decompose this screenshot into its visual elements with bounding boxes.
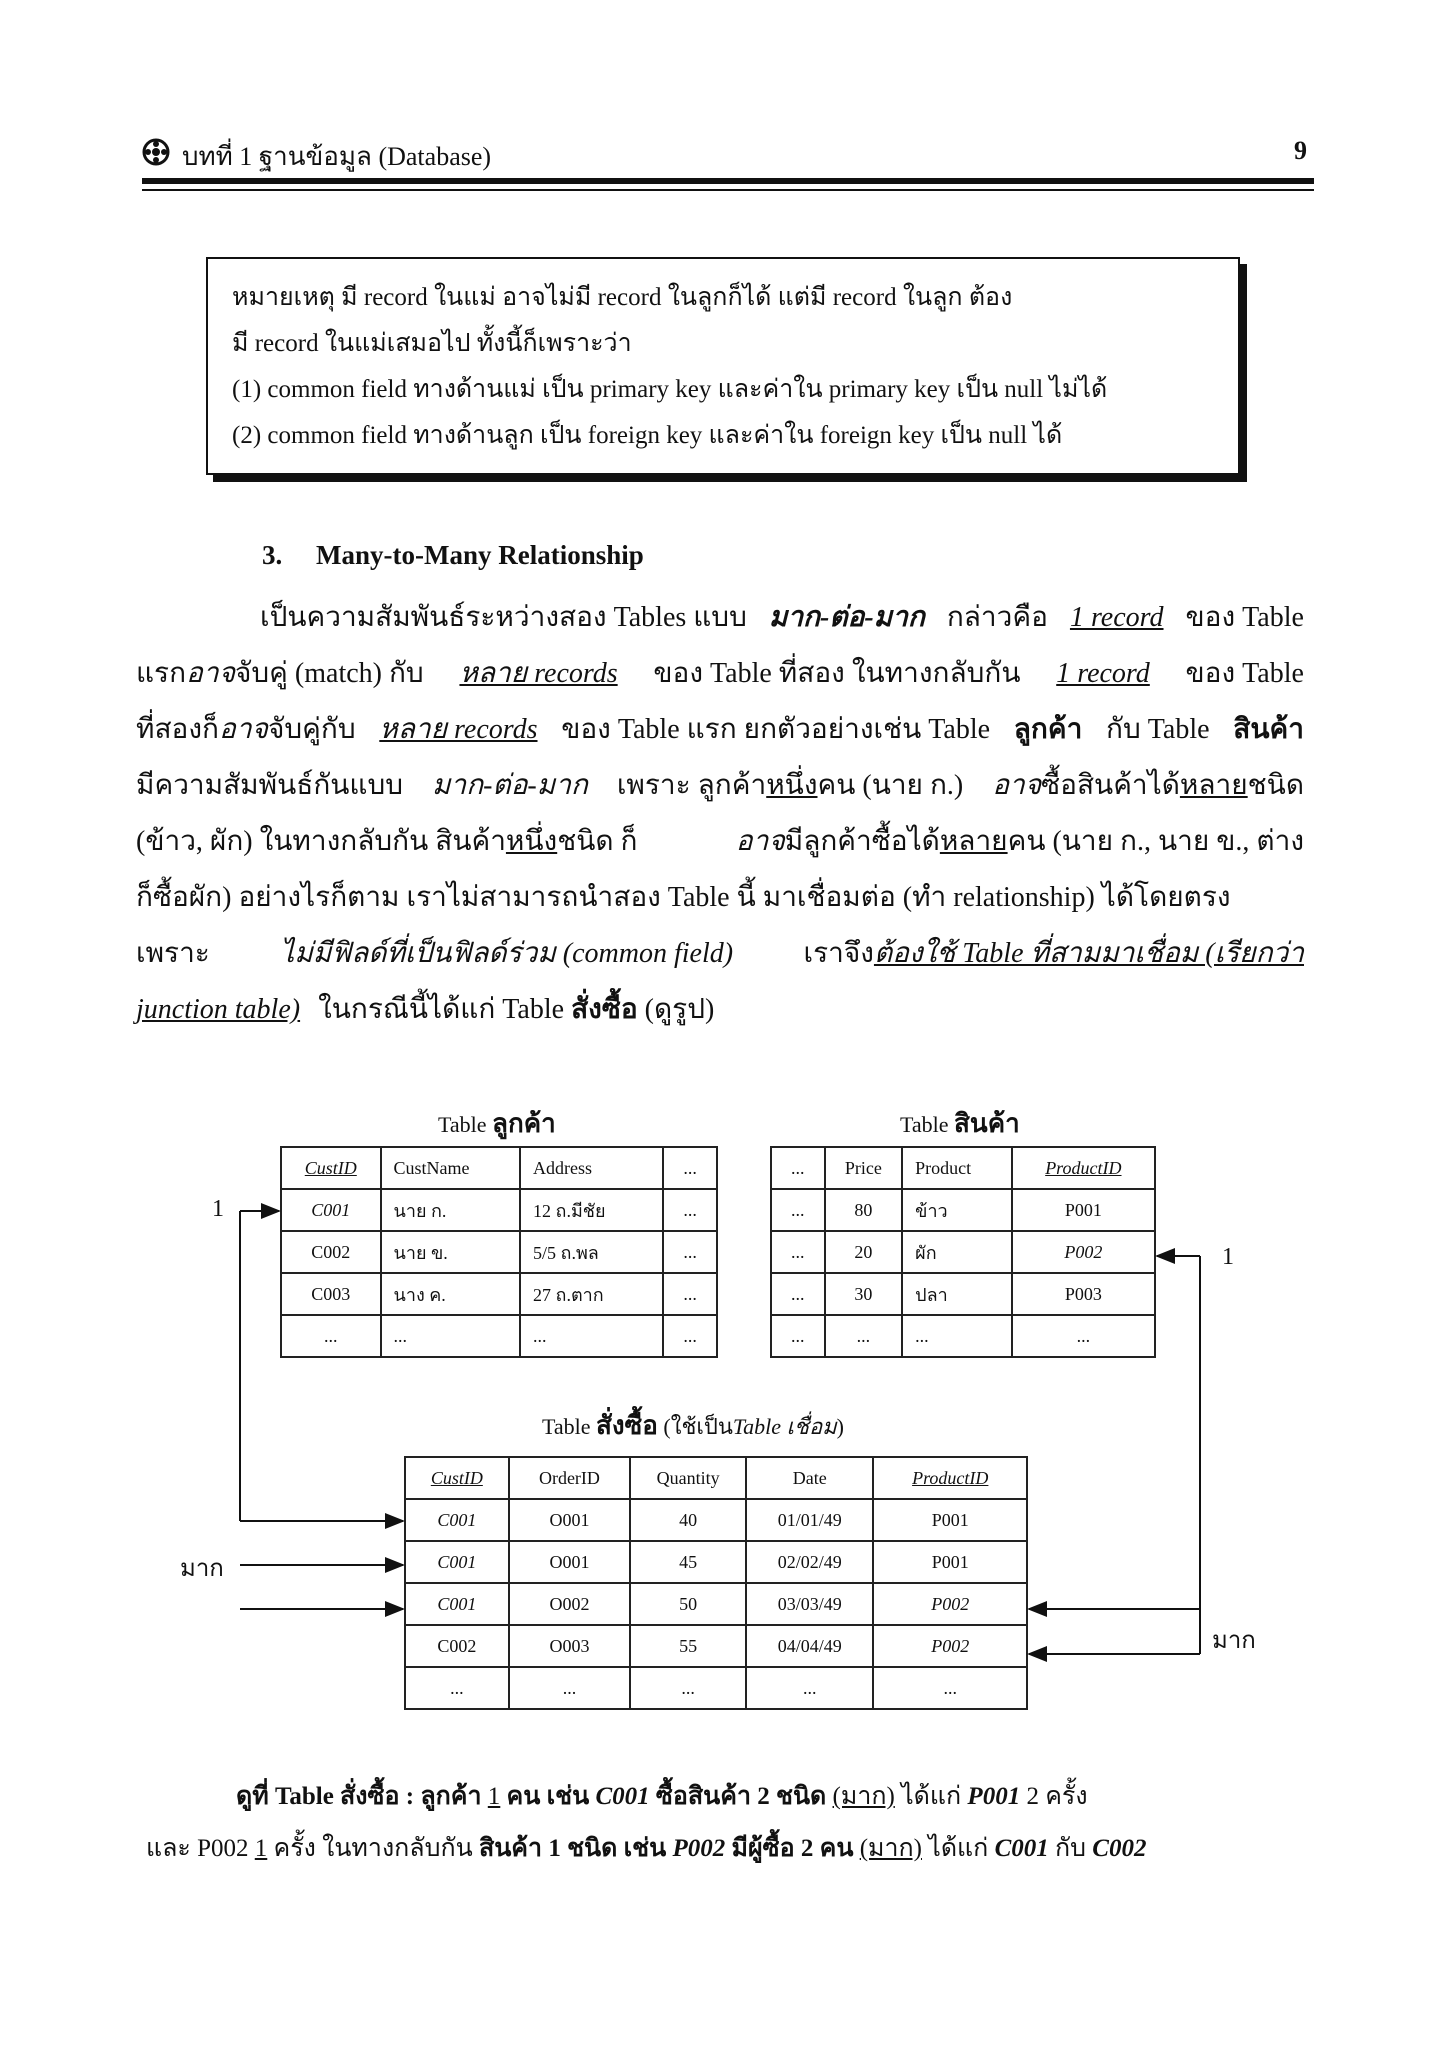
right-many-label: มาก [1212,1628,1256,1654]
paragraph-line: ก็ซื้อผัก) อย่างไรก็ตาม เราไม่สามารถนำสอง Table นี้ มาเชื่อมต่อ (ทำ relationship) ได้โดยตรง [136,882,1231,913]
table-row: C002 O003 55 04/04/49 P002 [405,1625,1027,1667]
table-row: C001 O002 50 03/03/49 P002 [405,1583,1027,1625]
table-row: C001 นาย ก. 12 ถ.มีชัย ... [281,1189,717,1231]
paragraph-line: แรกอาจจับคู่ (match) กับ หลาย records ของ Table ที่สอง ในทางกลับกัน 1 record ของ Table [136,658,1304,689]
note-line: (1) common field ทางด้านแม่ เป็น primary key และค่าใน primary key เป็น null ไม่ได้ [232,376,1108,403]
customer-table-title: Table ลูกค้า [438,1109,556,1138]
table-row: C001 O001 45 02/02/49 P001 [405,1541,1027,1583]
note-line: (2) common field ทางด้านลูก เป็น foreign key และค่าใน foreign key เป็น null ได้ [232,422,1063,449]
table-row: ... 20 ผัก P002 [771,1231,1155,1273]
table-row: C001 O001 40 01/01/49 P001 [405,1499,1027,1541]
table-row: ... ... ... ... ... [405,1667,1027,1709]
table-header-row: CustID OrderID Quantity Date ProductID [405,1457,1027,1499]
order-table-title: Table สั่งซื้อ (ใช้เป็นTable เชื่อม) [542,1411,844,1440]
paragraph-line: ที่สองก็อาจจับคู่กับ หลาย records ของ Table แรก ยกตัวอย่างเช่น Table ลูกค้า กับ Table สินค้า [136,714,1304,745]
paragraph-line: junction table) ในกรณีนี้ได้แก่ Table สั่งซื้อ (ดูรูป) [136,994,715,1025]
section-number: 3. [262,540,283,570]
table-row: ... 30 ปลา P003 [771,1273,1155,1315]
table-header-row: CustID CustName Address ... [281,1147,717,1189]
table-row: C002 นาย ข. 5/5 ถ.พล ... [281,1231,717,1273]
note-line: หมายเหตุ มี record ในแม่ อาจไม่มี record ในลูกก็ได้ แต่มี record ในลูก ต้อง [232,284,1013,311]
right-one-label: 1 [1222,1244,1234,1270]
table-row: ... ... ... ... [281,1315,717,1357]
page-number: 9 [1294,136,1307,165]
figure-caption-line-2: และ P002 1 ครั้ง ในทางกลับกัน สินค้า 1 ชนิด เช่น P002 มีผู้ซื้อ 2 คน (มาก) ได้แก่ C001 กับ C002 [146,1835,1147,1862]
figure-caption-line-1: ดูที่ Table สั่งซื้อ : ลูกค้า 1 คน เช่น C001 ซื้อสินค้า 2 ชนิด (มาก) ได้แก่ P001 2 ครั้ง [236,1783,1088,1810]
left-many-label: มาก [180,1556,224,1582]
table-header-row: ... Price Product ProductID [771,1147,1155,1189]
table-row: C003 นาง ค. 27 ถ.ตาก ... [281,1273,717,1315]
product-table-title: Table สินค้า [900,1109,1020,1138]
chapter-title: บทที่ 1 ฐานข้อมูล (Database) [182,142,492,171]
section-title: Many-to-Many Relationship [316,540,644,570]
paragraph-line: (ข้าว, ผัก) ในทางกลับกัน สินค้าหนึ่งชนิด ก็ อาจมีลูกค้าซื้อได้หลายคน (นาย ก., นาย ข., ต่าง [136,826,1304,857]
table-row: ... 80 ข้าว P001 [771,1189,1155,1231]
note-line: มี record ในแม่เสมอไป ทั้งนี้ก็เพราะว่า [232,330,632,357]
left-one-label: 1 [212,1196,224,1222]
paragraph-line: เป็นความสัมพันธ์ระหว่างสอง Tables แบบ มาก-ต่อ-มาก กล่าวคือ 1 record ของ Table [260,602,1304,633]
paragraph-line: เพราะ ไม่มีฟิลด์ที่เป็นฟิลด์ร่วม (common field) เราจึงต้องใช้ Table ที่สามมาเชื่อม (เรียกว่า [136,938,1304,969]
paragraph-line: มีความสัมพันธ์กันแบบ มาก-ต่อ-มาก เพราะ ลูกค้าหนึ่งคน (นาย ก.) อาจซื้อสินค้าได้หลายชนิด [136,770,1304,801]
table-row: ... ... ... ... [771,1315,1155,1357]
